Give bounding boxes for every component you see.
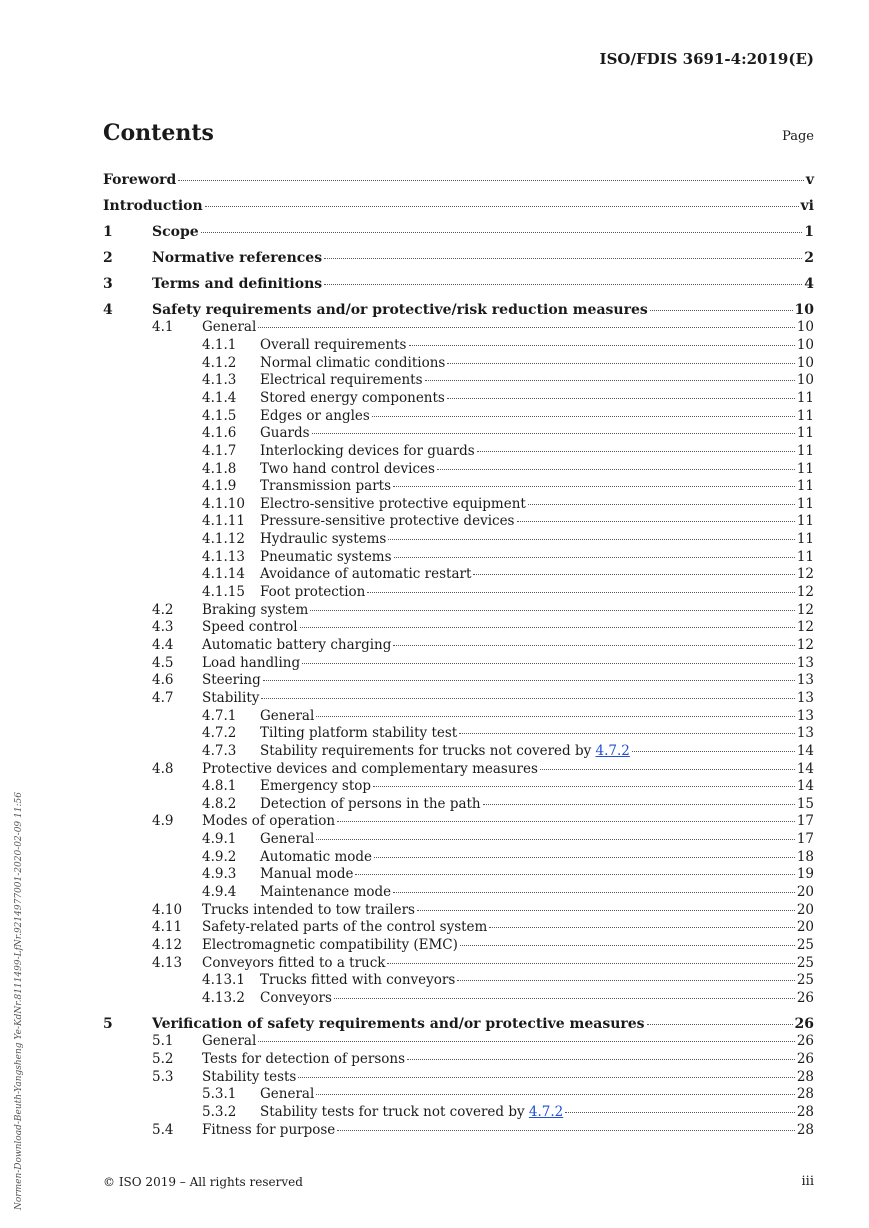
toc-entry-number: 4.9.3 — [202, 866, 237, 882]
toc-entry-number: 4.10 — [152, 902, 183, 918]
dot-leader — [517, 509, 795, 522]
toc-entry-title-text: Electromagnetic compatibility (EMC) — [202, 937, 458, 953]
toc-entry-title-text: Trucks intended to tow trailers — [202, 902, 415, 918]
toc-entry-number: 4.1.3 — [202, 372, 237, 388]
toc-entry-number: 4.1.15 — [202, 584, 245, 600]
dot-leader — [437, 457, 795, 470]
dot-leader — [565, 1100, 795, 1113]
toc-entry-number: 2 — [103, 250, 113, 266]
toc-entry-page: 20 — [796, 902, 814, 918]
toc-entry-page: 11 — [796, 390, 814, 406]
toc-entry-number: 4.9.4 — [202, 884, 237, 900]
toc-entry-page: 17 — [796, 831, 814, 847]
toc-entry-title-text: Stored energy components — [260, 390, 445, 406]
dot-leader — [258, 315, 795, 328]
toc-entry-number: 4.1.10 — [202, 496, 245, 512]
toc-entry-title — [260, 548, 392, 566]
toc-entry-title-text: Detection of persons in the path — [260, 796, 481, 812]
toc-entry-title-text: Introduction — [103, 198, 203, 214]
toc-entry-number: 4.7.3 — [202, 743, 237, 759]
toc-entry-title-text: Stability tests — [202, 1069, 297, 1085]
dot-leader — [316, 827, 795, 840]
toc-entry-number: 4.1.4 — [202, 390, 237, 406]
toc-entry-number: 4.8.1 — [202, 778, 237, 794]
toc-entry-page: 12 — [796, 584, 814, 600]
dot-leader — [447, 351, 794, 364]
dot-leader — [324, 246, 802, 259]
toc-entry[interactable] — [103, 197, 814, 215]
toc-entry-title — [260, 989, 332, 1007]
toc-entry-number: 4.8 — [152, 761, 174, 777]
toc-entry-number: 4.1.5 — [202, 408, 237, 424]
toc-entry-title-text: Two hand control devices — [260, 461, 435, 477]
dot-leader — [650, 298, 793, 311]
toc-entry-page: 14 — [796, 743, 814, 759]
toc-entry-number: 4 — [103, 302, 113, 318]
toc-entry-title — [202, 318, 256, 336]
dot-leader — [316, 704, 795, 717]
toc-entry-page: 26 — [794, 1016, 814, 1032]
toc-entry-number: 4.1.11 — [202, 513, 245, 529]
dot-leader — [355, 862, 794, 875]
toc-entry-page: 10 — [794, 302, 814, 318]
dot-leader — [407, 1047, 795, 1060]
toc-entry-title-text: Interlocking devices for guards — [260, 443, 475, 459]
toc-entry-page: 20 — [796, 884, 814, 900]
toc-entry-page: 2 — [804, 250, 814, 266]
toc-entry-title — [260, 865, 353, 883]
dot-leader — [263, 668, 795, 681]
toc-entry-title-text: Tilting platform stability test — [260, 725, 458, 741]
dot-leader — [473, 562, 794, 575]
toc-entry-number: 4.1.1 — [202, 337, 237, 353]
toc-entry-number: 4.2 — [152, 602, 174, 618]
dot-leader — [298, 1065, 794, 1078]
toc-entry-number: 4.5 — [152, 655, 174, 671]
toc-entry-page: 25 — [796, 937, 814, 953]
dot-leader — [483, 792, 795, 805]
toc-entry-title — [202, 618, 298, 636]
dot-leader — [393, 880, 795, 893]
toc-entry-page: 12 — [796, 619, 814, 635]
toc-entry-page: 10 — [796, 372, 814, 388]
toc-entry-title-text: Terms and definitions — [152, 276, 323, 292]
dot-leader — [374, 845, 795, 858]
dot-leader — [489, 915, 794, 928]
dot-leader — [459, 721, 795, 734]
dot-leader — [447, 386, 795, 399]
toc-entry-number: 4.1.6 — [202, 425, 237, 441]
toc-entry-number: 4.1.12 — [202, 531, 245, 547]
dot-leader — [477, 439, 795, 452]
toc-entry-title-text: Speed control — [202, 619, 298, 635]
toc-entry-number: 4.1.2 — [202, 355, 237, 371]
dot-leader — [425, 368, 795, 381]
toc-entry-title-text: Stability — [202, 690, 260, 706]
toc-entry-title-text: Automatic mode — [260, 849, 373, 865]
toc-entry-title — [260, 354, 445, 372]
dot-leader — [393, 474, 795, 487]
toc-entry-title-text: General — [202, 1033, 257, 1049]
document-code: ISO/FDIS 3691-4:2019(E) — [599, 50, 814, 68]
toc-entry-number: 4.1 — [152, 319, 174, 335]
toc-entry-title-text: Foot protection — [260, 584, 366, 600]
dot-leader — [457, 968, 795, 981]
toc-entry-page: 11 — [796, 461, 814, 477]
toc-entry-title-text: Safety requirements and/or protective/risk reduction measures — [152, 302, 648, 318]
toc-entry-title-text: Pressure-sensitive protective devices — [260, 513, 515, 529]
toc-entry-title-text: Protective devices and complementary measures — [202, 761, 538, 777]
toc-entry-number: 4.12 — [152, 937, 183, 953]
dot-leader — [417, 898, 795, 911]
toc-entry-page: 4 — [804, 276, 814, 292]
toc-entry-page: 28 — [796, 1086, 814, 1102]
toc-entry-page: v — [805, 172, 814, 188]
toc-entry-title-text: Conveyors fitted to a truck — [202, 955, 386, 971]
toc-entry-title — [260, 830, 314, 848]
toc-entry[interactable] — [103, 989, 814, 1007]
toc-entry-number: 4.9.1 — [202, 831, 237, 847]
toc-entry-page: 15 — [796, 796, 814, 812]
toc-entry-page: 13 — [796, 690, 814, 706]
toc-entry-title — [152, 223, 199, 241]
toc-entry-title-text: General — [260, 708, 315, 724]
toc-entry-page: 11 — [796, 531, 814, 547]
toc-entry-page: 12 — [796, 602, 814, 618]
toc-entry-page: 11 — [796, 513, 814, 529]
toc-entry-number: 4.3 — [152, 619, 174, 635]
toc-entry-title-text: Steering — [202, 672, 261, 688]
toc-entry-title-text: Conveyors — [260, 990, 332, 1006]
toc-entry-page: 28 — [796, 1122, 814, 1138]
toc-entry-title-text: Load handling — [202, 655, 301, 671]
toc-entry-title — [202, 954, 385, 972]
dot-leader — [632, 739, 795, 752]
toc-entry-page: 28 — [796, 1069, 814, 1085]
footer-copyright: © ISO 2019 – All rights reserved — [103, 1175, 303, 1189]
toc-entry-title — [202, 671, 261, 689]
toc-entry-title — [260, 1085, 314, 1103]
toc-entry[interactable] — [103, 223, 814, 241]
dot-leader — [300, 615, 795, 628]
toc-entry-page: 12 — [796, 566, 814, 582]
cross-reference-link[interactable]: 4.7.2 — [595, 743, 630, 759]
toc-entry-page: 11 — [796, 408, 814, 424]
toc-entry-number: 5.3 — [152, 1069, 174, 1085]
toc-entry-page: vi — [800, 198, 814, 214]
dot-leader — [302, 651, 795, 664]
toc-entry-title — [202, 901, 415, 919]
toc-entry-page: 11 — [796, 425, 814, 441]
toc-entry-page: 20 — [796, 919, 814, 935]
toc-entry-page: 26 — [796, 1033, 814, 1049]
toc-entry-number: 4.13.2 — [202, 990, 245, 1006]
toc-entry-number: 4.11 — [152, 919, 183, 935]
toc-entry-title — [260, 477, 391, 495]
toc-entry-title — [260, 707, 314, 725]
toc-entry-title — [202, 812, 335, 830]
dot-leader — [528, 492, 795, 505]
toc-entry-page: 28 — [796, 1104, 814, 1120]
toc-entry-number: 5.1 — [152, 1033, 174, 1049]
toc-entry-page: 13 — [796, 655, 814, 671]
dot-leader — [261, 686, 794, 699]
toc-entry-number: 5.3.1 — [202, 1086, 237, 1102]
toc-entry-number: 5 — [103, 1016, 113, 1032]
dot-leader — [373, 774, 795, 787]
toc-entry-page: 11 — [796, 478, 814, 494]
download-watermark: Normen-Download-Beuth-Yangsheng Ye-KdNr.8111499-LfNr.9214977001-2020-02-09 11:56 — [14, 792, 24, 1210]
footer-page-number: iii — [801, 1174, 814, 1189]
toc-entry-title — [260, 883, 391, 901]
toc-entry-number: 1 — [103, 224, 113, 240]
toc-entry-title — [202, 1121, 335, 1139]
toc-entry-title-text: Foreword — [103, 172, 177, 188]
toc-entry[interactable] — [103, 1121, 814, 1139]
toc-entry-title — [152, 249, 322, 267]
toc-entry-title — [260, 530, 386, 548]
toc-entry-number: 4.1.7 — [202, 443, 237, 459]
toc-entry[interactable] — [103, 275, 814, 293]
toc-entry-page: 25 — [796, 972, 814, 988]
toc-entry-page: 25 — [796, 955, 814, 971]
toc-entry-number: 3 — [103, 276, 113, 292]
toc-entry-page: 18 — [796, 849, 814, 865]
toc-entry-number: 5.3.2 — [202, 1104, 237, 1120]
toc-entry-page: 12 — [796, 637, 814, 653]
toc-entry-number: 4.13 — [152, 955, 183, 971]
toc-entry-page: 13 — [796, 725, 814, 741]
toc-entry-page: 14 — [796, 761, 814, 777]
dot-leader — [337, 809, 795, 822]
toc-entry-number: 4.8.2 — [202, 796, 237, 812]
dot-leader — [540, 757, 795, 770]
toc-entry-title-text: General — [260, 1086, 315, 1102]
page-column-label: Page — [782, 129, 814, 144]
toc-entry-title-text: Avoidance of automatic restart — [260, 566, 472, 582]
toc-entry-title — [260, 777, 371, 795]
toc-entry-title-text: Emergency stop — [260, 778, 372, 794]
toc-entry-title — [260, 424, 310, 442]
dot-leader — [334, 986, 795, 999]
dot-leader — [324, 272, 802, 285]
toc-entry-title — [202, 918, 487, 936]
dot-leader — [337, 1118, 795, 1131]
toc-entry-title-text: Electro-sensitive protective equipment — [260, 496, 526, 512]
dot-leader — [312, 421, 795, 434]
toc-entry-title-text: Hydraulic systems — [260, 531, 387, 547]
dot-leader — [201, 220, 803, 233]
dot-leader — [460, 933, 795, 946]
toc-entry-page: 17 — [796, 813, 814, 829]
toc-entry-title-text: Automatic battery charging — [202, 637, 392, 653]
toc-entry-title-text: Fitness for purpose — [202, 1122, 336, 1138]
dot-leader — [388, 527, 794, 540]
toc-entry-title-text: Normal climatic conditions — [260, 355, 446, 371]
cross-reference-link[interactable]: 4.7.2 — [528, 1104, 564, 1120]
toc-entry-title — [152, 275, 322, 293]
toc-entry-title-text: Trucks fitted with conveyors — [260, 972, 456, 988]
toc-entry-number: 4.4 — [152, 637, 174, 653]
toc-entry-title-text: Overall requirements — [260, 337, 407, 353]
toc-entry-title — [202, 1032, 256, 1050]
toc-entry-title — [202, 601, 308, 619]
toc-entry-title-text: Stability tests for truck not covered by — [260, 1104, 529, 1120]
toc-entry-page: 11 — [796, 549, 814, 565]
toc-entry-title-text: Tests for detection of persons — [202, 1051, 406, 1067]
toc-entry-number: 4.1.13 — [202, 549, 245, 565]
toc-entry-title-text: Maintenance mode — [260, 884, 392, 900]
toc-entry-title-text: General — [202, 319, 257, 335]
toc-entry-page: 14 — [796, 778, 814, 794]
toc-entry-page: 13 — [796, 672, 814, 688]
toc-entry-page: 26 — [796, 1051, 814, 1067]
toc-entry-title-text: Guards — [260, 425, 310, 441]
toc-entry-number: 5.2 — [152, 1051, 174, 1067]
toc-entry-page: 1 — [804, 224, 814, 240]
dot-leader — [367, 580, 794, 593]
toc-entry-title-text: Verification of safety requirements and/or protective measures — [152, 1016, 645, 1032]
toc-entry-title-text: Braking system — [202, 602, 309, 618]
dot-leader — [394, 545, 795, 558]
toc-entry-title-text: Electrical requirements — [260, 372, 423, 388]
toc-entry-number: 5.4 — [152, 1122, 174, 1138]
toc-entry-title-text: Safety-related parts of the control system — [202, 919, 488, 935]
dot-leader — [409, 333, 795, 346]
toc-entry-title-text: Stability requirements for trucks not covered by — [260, 743, 596, 759]
toc-entry-number: 4.7.1 — [202, 708, 237, 724]
toc-entry-title-text: Edges or angles — [260, 408, 370, 424]
toc-entry-page: 19 — [796, 866, 814, 882]
toc-entry-title — [260, 495, 526, 513]
toc-entry-page: 13 — [796, 708, 814, 724]
toc-entry-title — [202, 689, 259, 707]
toc-entry-title-text: Transmission parts — [260, 478, 392, 494]
toc-entry-title — [260, 336, 407, 354]
toc-entry-number: 4.9 — [152, 813, 174, 829]
toc-entry-number: 4.1.14 — [202, 566, 245, 582]
toc-entry-page: 10 — [796, 337, 814, 353]
toc-entry-number: 4.7.2 — [202, 725, 237, 741]
toc-entry-title — [202, 1068, 296, 1086]
toc-entry-title-text: Manual mode — [260, 866, 354, 882]
toc-entry-page: 11 — [796, 496, 814, 512]
toc-entry-number: 4.9.2 — [202, 849, 237, 865]
toc-entry-number: 4.13.1 — [202, 972, 245, 988]
toc-entry-title — [103, 171, 176, 189]
dot-leader — [316, 1082, 795, 1095]
toc-entry-title — [103, 197, 203, 215]
toc-entry-page: 10 — [796, 355, 814, 371]
toc-entry-page: 11 — [796, 443, 814, 459]
toc-entry-number: 4.1.8 — [202, 461, 237, 477]
dot-leader — [310, 598, 795, 611]
dot-leader — [647, 1012, 793, 1025]
toc-entry[interactable] — [103, 171, 814, 189]
toc-entry-number: 4.6 — [152, 672, 174, 688]
contents-title: Contents — [103, 120, 214, 146]
toc-entry-title — [260, 371, 423, 389]
dot-leader — [178, 168, 804, 181]
toc-entry-title-text: Modes of operation — [202, 813, 336, 829]
dot-leader — [387, 951, 794, 964]
dot-leader — [393, 633, 794, 646]
toc-entry[interactable] — [103, 249, 814, 267]
dot-leader — [372, 404, 795, 417]
toc-entry-page: 26 — [796, 990, 814, 1006]
dot-leader — [205, 194, 799, 207]
toc-entry-title-text: Scope — [152, 224, 199, 240]
toc-entry-number: 4.1.9 — [202, 478, 237, 494]
toc-entry-title — [260, 724, 457, 742]
toc-entry-title-text: Pneumatic systems — [260, 549, 392, 565]
toc-entry-page: 10 — [796, 319, 814, 335]
toc-entry-number: 4.7 — [152, 690, 174, 706]
toc-entry-title-text: General — [260, 831, 315, 847]
toc-entry-title-text: Normative references — [152, 250, 323, 266]
dot-leader — [258, 1029, 795, 1042]
